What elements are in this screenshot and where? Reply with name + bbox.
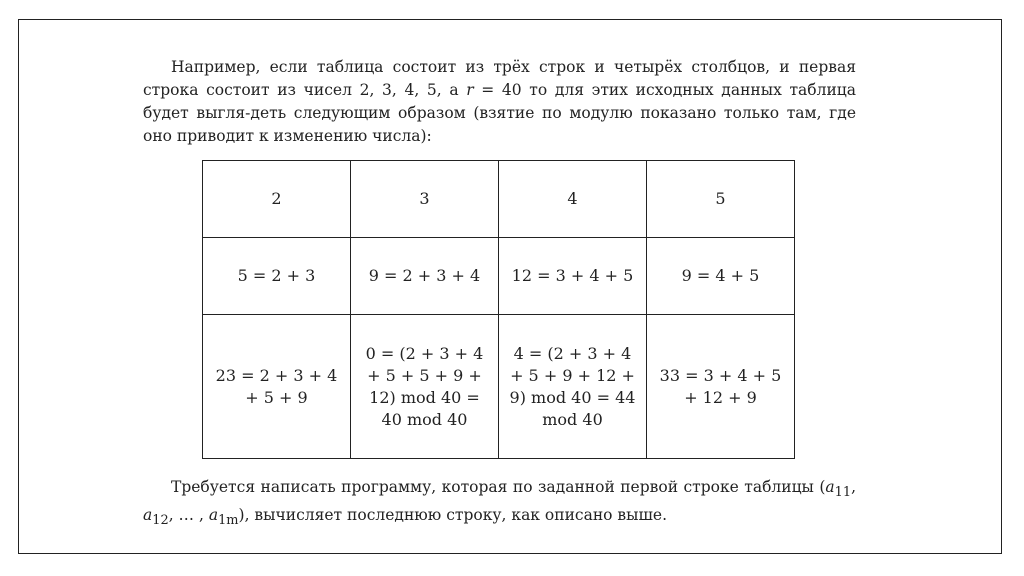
table-row [203, 161, 795, 238]
table-cell: 2 [203, 161, 351, 238]
intro-paragraph [143, 56, 856, 148]
task-a1m-subscript: 1m [218, 513, 239, 529]
table-cell: 3 [351, 161, 499, 238]
table-cell: 12 = 3 + 4 + 5 [499, 238, 647, 315]
intro-r-variable: r [466, 81, 474, 99]
task-text-b: ), вычисляет последнюю строку, как описано выше. [238, 506, 667, 525]
document-page [18, 19, 1002, 554]
intro-text-b: , а [436, 81, 467, 99]
table-row [203, 315, 795, 459]
task-a11-subscript: 11 [834, 485, 852, 501]
task-paragraph [143, 476, 856, 532]
table-cell: 0 = (2 + 3 + 4 + 5 + 5 + 9 + 12) mod 40 = 40 mod 40 [351, 315, 499, 459]
intro-first-row-list: 2, 3, 4, 5 [359, 81, 437, 99]
intro-r-value: = 40 [473, 81, 522, 99]
example-table [202, 160, 795, 459]
table-row [203, 238, 795, 315]
table-cell: 5 [647, 161, 795, 238]
intro-text-a: Например, если таблица состоит из трёх строк и четырёх столбцов, и первая строка состоит из чисел [143, 58, 856, 99]
task-a12: a [143, 506, 153, 525]
table-cell: 9 = 4 + 5 [647, 238, 795, 315]
table-cell: 4 [499, 161, 647, 238]
task-ellipsis: , … , [168, 506, 209, 525]
table-cell: 23 = 2 + 3 + 4 + 5 + 9 [203, 315, 351, 459]
task-a12-subscript: 12 [152, 513, 169, 529]
task-text-a: Требуется написать программу, которая по заданной первой строке таблицы ( [171, 478, 826, 496]
table-cell: 33 = 3 + 4 + 5 + 12 + 9 [647, 315, 795, 459]
table-cell: 5 = 2 + 3 [203, 238, 351, 315]
table-cell: 4 = (2 + 3 + 4 + 5 + 9 + 12 + 9) mod 40 = 44 mod 40 [499, 315, 647, 459]
task-a1m: a [208, 506, 219, 525]
table-cell: 9 = 2 + 3 + 4 [351, 238, 499, 315]
task-separator: , [851, 478, 856, 496]
intro-text-c: то для этих исходных данных таблица будет выгля-деть следующим образом (взятие по модулю показано только там, где оно приводит к изменению числа): [143, 81, 857, 145]
task-a11: a [825, 478, 835, 496]
